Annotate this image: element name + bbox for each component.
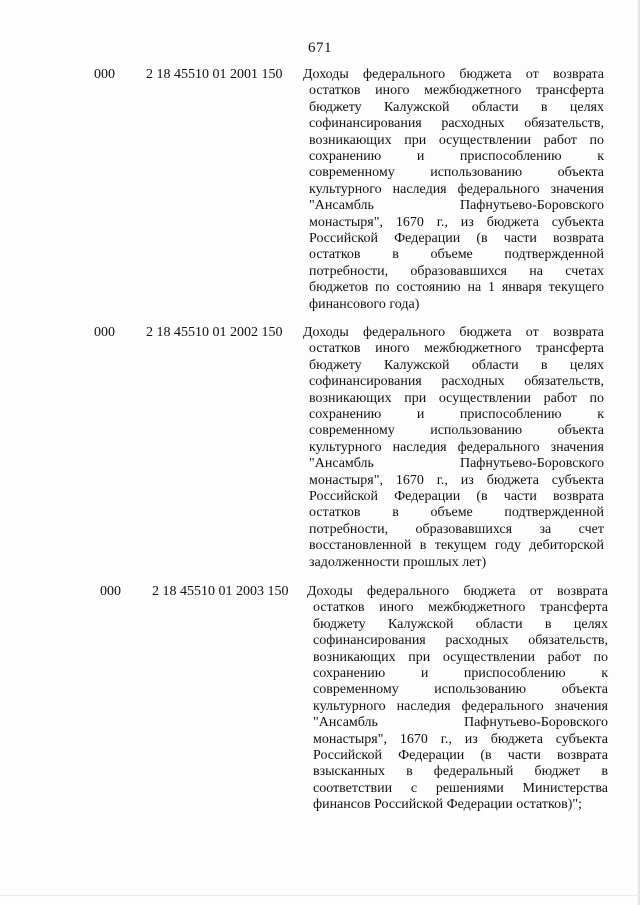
page-number: 671 [308,40,332,56]
description-line: бюджетов по состоянию на 1 января текущего [309,280,604,296]
description-line: культурного наследия федерального значения [313,698,608,714]
description-line: Доходы федерального бюджета от возврата [303,325,604,340]
description-line: Доходы федерального бюджета от возврата [303,67,604,82]
description-line: восстановленной в текущем году дебиторской [309,538,604,554]
description-line: Российской Федерации (в части возврата [309,489,604,505]
description-line: взысканных в федеральный бюджет в [313,764,608,780]
description-line: потребности, образовавшихся на счетах [309,263,604,279]
description-line: монастыря", 1670 г., из бюджета субъекта [313,731,608,747]
description-line: остатков иного межбюджетного трансферта [309,83,604,99]
description-line: софинансирования расходных обязательств, [313,633,608,649]
scan-bottom-edge [0,895,640,896]
description-line: возникающих при осуществлении работ по [309,132,604,148]
description-line: остатков иного межбюджетного трансферта [313,600,608,616]
description-line: сохранению и приспособлению к [313,666,608,682]
description-line: современному использованию объекта [313,682,608,698]
description-line: софинансирования расходных обязательств, [309,374,604,390]
description-line: бюджету Калужской области в целях [309,99,604,115]
description-line: сохранению и приспособлению к [309,149,604,165]
description-line: бюджету Калужской области в целях [313,616,608,632]
description-line: потребности, образовавшихся за счет [309,521,604,537]
description-line: остатков в объеме подтвержденной [309,247,604,263]
description-line: "Ансамбль Пафнутьево-Боровского [313,715,608,731]
budget-classification-code: 2 18 45510 01 2002 150 [146,325,283,340]
budget-classification-code: 2 18 45510 01 2003 150 [152,584,289,599]
description-line: задолженности прошлых лет) [309,554,487,570]
description-line: Доходы федерального бюджета от возврата [307,584,608,599]
description-line: Российской Федерации (в части возврата [309,231,604,247]
admin-code: 000 [94,67,115,82]
description-line: возникающих при осуществлении работ по [313,649,608,665]
description-line: бюджету Калужской области в целях [309,357,604,373]
description-line: "Ансамбль Пафнутьево-Боровского [309,198,604,214]
description-line: остатков иного межбюджетного трансферта [309,341,604,357]
description-line: "Ансамбль Пафнутьево-Боровского [309,456,604,472]
description-line: монастыря", 1670 г., из бюджета субъекта [309,472,604,488]
description-line: современному использованию объекта [309,423,604,439]
description-line: современному использованию объекта [309,165,604,181]
description-line: остатков в объеме подтвержденной [309,505,604,521]
entry-description [307,584,608,814]
admin-code: 000 [100,584,121,599]
description-line: культурного наследия федерального значения [309,181,604,197]
description-line: финансов Российской Федерации остатков)"; [313,797,582,813]
entry-description [303,325,604,571]
description-line: культурного наследия федерального значения [309,439,604,455]
description-line: монастыря", 1670 г., из бюджета субъекта [309,214,604,230]
entry-description [303,67,604,313]
admin-code: 000 [94,325,115,340]
description-line: соответствии с решениями Министерства [313,780,608,796]
description-line: Российской Федерации (в части возврата [313,748,608,764]
budget-classification-code: 2 18 45510 01 2001 150 [146,67,283,82]
description-line: финансового года) [309,296,420,312]
description-line: сохранению и приспособлению к [309,407,604,423]
description-line: возникающих при осуществлении работ по [309,390,604,406]
description-line: софинансирования расходных обязательств, [309,116,604,132]
